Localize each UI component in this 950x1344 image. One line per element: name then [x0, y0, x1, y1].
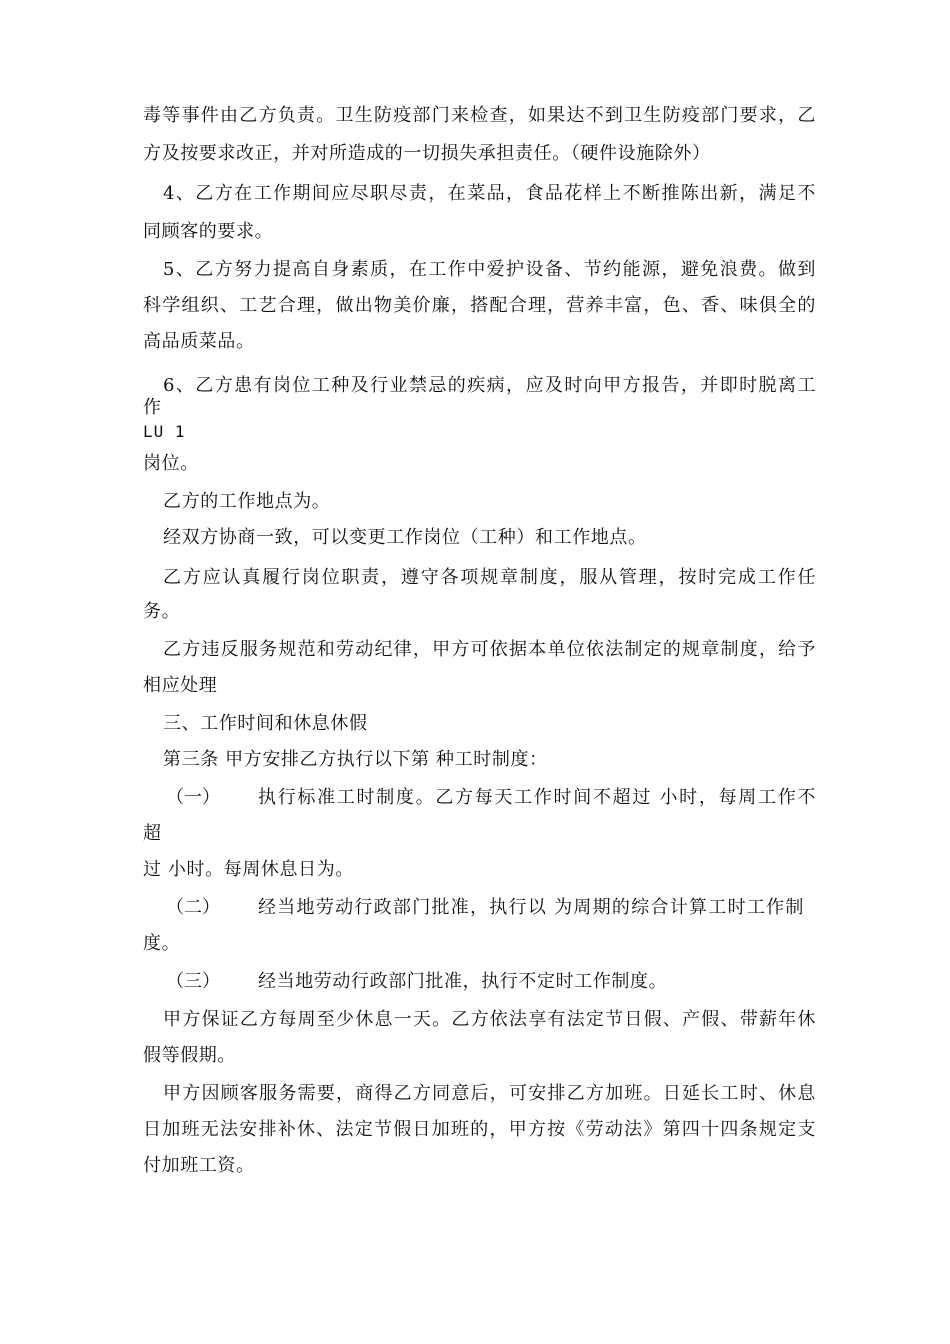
paragraph-line: 经双方协商一致，可以变更工作岗位（工种）和工作地点。 [163, 527, 647, 548]
paragraph-line: 同顾客的要求。 [143, 221, 274, 242]
paragraph-line: 假等假期。 [143, 1045, 236, 1066]
paragraph-line: 甲方因顾客服务需要，商得乙方同意后，可安排乙方加班。日延长工时、休息 [163, 1083, 816, 1104]
paragraph-line: 经当地劳动行政部门批准，执行不定时工作制度。 [258, 971, 668, 992]
paragraph-line: 乙方违反服务规范和劳动纪律，甲方可依据本单位依法制定的规章制度，给予 [163, 639, 816, 660]
paragraph-line: 高品质菜品。 [143, 331, 255, 352]
paragraph-line: 6、乙方患有岗位工种及行业禁忌的疾病，应及时向甲方报告，并即时脱离工 [163, 375, 816, 396]
paragraph-line: 科学组织、工艺合理，做出物美价廉，搭配合理，营养丰富，色、香、味俱全的 [143, 295, 816, 316]
paragraph-line: 4、乙方在工作期间应尽职尽责，在菜品，食品花样上不断推陈出新，满足不 [163, 183, 816, 204]
paragraph-line: 甲方保证乙方每周至少休息一天。乙方依法享有法定节日假、产假、带薪年休 [163, 1009, 816, 1030]
paragraph-line: 乙方应认真履行岗位职责，遵守各项规章制度，服从管理，按时完成工作任 [163, 567, 816, 588]
paragraph-line: 5、乙方努力提高自身素质，在工作中爱护设备、节约能源，避免浪费。做到 [163, 259, 816, 280]
paragraph-line: 务。 [143, 601, 181, 622]
paragraph-line: 执行标准工时制度。乙方每天工作时间不超过 小时，每周工作不 [258, 787, 816, 808]
paragraph-line: 岗位。 [143, 453, 199, 474]
paragraph-line: 度。 [143, 933, 181, 954]
paragraph-line: 经当地劳动行政部门批准，执行以 为周期的综合计算工时工作制 [258, 897, 804, 918]
item-number: （三） [166, 971, 220, 992]
stray-text: LU 1 [143, 422, 186, 441]
paragraph-line: 乙方的工作地点为。 [163, 491, 331, 512]
article-heading: 第三条 甲方安排乙方执行以下第 种工时制度： [163, 749, 548, 770]
paragraph-line: 毒等事件由乙方负责。卫生防疫部门来检查，如果达不到卫生防疫部门要求，乙 [143, 105, 816, 126]
paragraph-line: 方及按要求改正，并对所造成的一切损失承担责任。（硬件设施除外） [143, 143, 711, 164]
paragraph-line: 相应处理 [143, 675, 218, 696]
paragraph-line: 付加班工资。 [143, 1155, 255, 1176]
paragraph-line: 日加班无法安排补休、法定节假日加班的，甲方按《劳动法》第四十四条规定支 [143, 1119, 816, 1140]
item-number: （二） [166, 897, 220, 918]
section-heading: 三、工作时间和休息休假 [163, 713, 368, 734]
paragraph-line: 超 [143, 823, 162, 844]
paragraph-line: 作 [143, 397, 162, 418]
item-number: （一） [166, 787, 220, 808]
paragraph-line: 过 小时。每周休息日为。 [143, 859, 354, 880]
